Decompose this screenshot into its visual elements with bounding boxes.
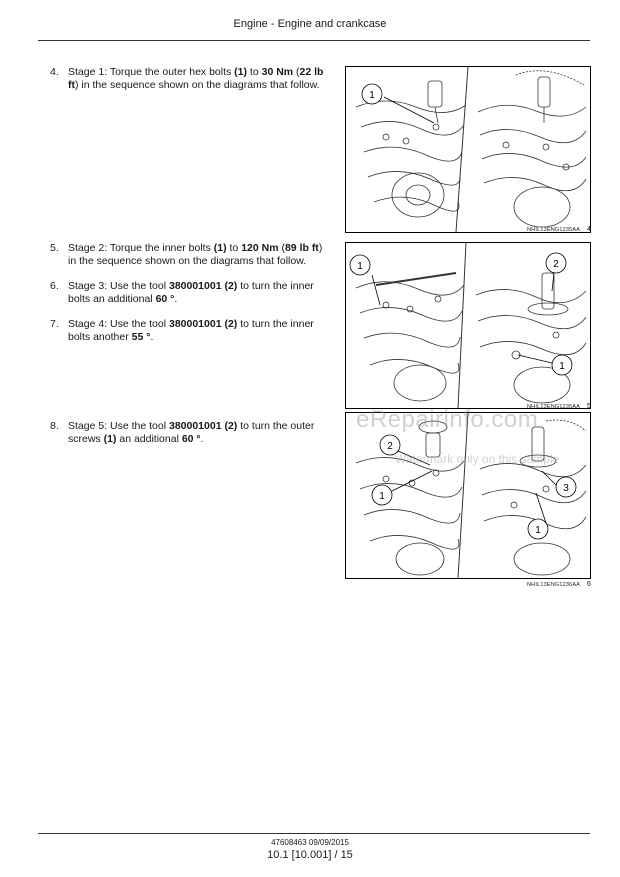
callout-label: 2 — [553, 259, 559, 270]
callout-label: 1 — [535, 525, 541, 536]
header-rule — [38, 40, 590, 41]
step-group-2 — [50, 242, 330, 356]
figure-4-illustration — [345, 66, 591, 233]
step-text: Stage 4: Use the tool 380001001 (2) to turn the inner bolts another 55 °. — [68, 318, 314, 343]
callout-label: 1 — [559, 361, 565, 372]
watermark-subtext: Watermark only on this sample — [395, 452, 560, 466]
figure-4-code: NHIL13ENG1235AA — [527, 227, 581, 233]
page-header-title: Engine - Engine and crankcase — [233, 18, 387, 30]
footer-page-number: 10.1 [10.001] / 15 — [267, 849, 353, 861]
callout-label: 1 — [369, 90, 375, 101]
figure-6-illustration — [345, 412, 591, 579]
step-item — [50, 318, 330, 344]
step-text: Stage 2: Torque the inner bolts (1) to 120 Nm (89 lb ft) in the sequence shown on the diagrams that follow. — [68, 242, 323, 267]
figure-5-number: 5 — [587, 403, 591, 410]
callout-label: 2 — [387, 441, 393, 452]
watermark: eRepairinfo.com — [356, 406, 539, 433]
step-text: Stage 5: Use the tool 380001001 (2) to turn the outer screws (1) an additional 60 °. — [68, 420, 315, 445]
figure-5-illustration — [345, 242, 591, 409]
footer-doc-number: 47608463 09/09/2015 — [271, 838, 349, 847]
step-number: 7. — [50, 318, 59, 330]
step-text: Stage 3: Use the tool 380001001 (2) to turn the inner bolts an additional 60 °. — [68, 280, 314, 305]
step-number: 5. — [50, 242, 59, 254]
step-group-3 — [50, 420, 330, 458]
callout-label: 3 — [563, 483, 569, 494]
figure-4-number: 4 — [587, 226, 591, 233]
step-number: 8. — [50, 420, 59, 432]
callout-label: 1 — [379, 491, 385, 502]
figure-5-code: NHIL13ENG1235AA — [527, 404, 581, 410]
step-number: 4. — [50, 66, 59, 78]
step-number: 6. — [50, 280, 59, 292]
figure-6-code: NHIL13ENG1236AA — [527, 582, 581, 588]
step-item — [50, 66, 330, 92]
step-item — [50, 280, 330, 306]
footer-rule — [38, 833, 590, 834]
callout-label: 1 — [357, 261, 363, 272]
step-group-1 — [50, 66, 330, 104]
step-item — [50, 420, 330, 446]
step-item — [50, 242, 330, 268]
step-text: Stage 1: Torque the outer hex bolts (1) to 30 Nm (22 lb ft) in the sequence shown on the diagrams that follow. — [68, 66, 324, 91]
figure-6-number: 6 — [587, 581, 591, 588]
